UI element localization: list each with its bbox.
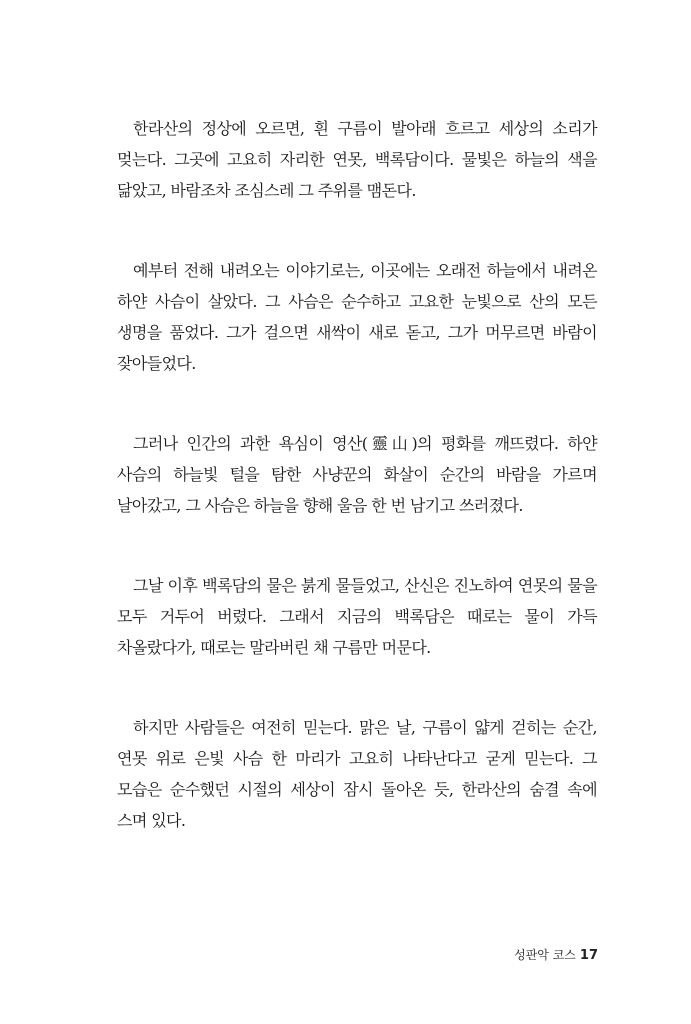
paragraph-2: 예부터 전해 내려오는 이야기로는, 이곳에는 오래전 하늘에서 내려온 하얀 사슴이 살았다. 그 사슴은 순수하고 고요한 눈빛으로 산의 모든 생명을 품었다. 그가 걸으면 새싹이 새로 돋고, 그가 머무르면 바람이 잦아들었다. — [117, 261, 597, 373]
page-footer — [514, 946, 598, 963]
page-number: 17 — [579, 948, 598, 963]
paragraph-3: 그러나 인간의 과한 욕심이 영산(靈山)의 평화를 깨뜨렸다. 하얀 사슴의 하늘빛 털을 탐한 사냥꾼의 화살이 순간의 바람을 가르며 날아갔고, 그 사슴은 하늘을 향해 울음 한 번 남기고 쓰러졌다. — [117, 434, 597, 515]
paragraph-4: 그날 이후 백록담의 물은 붉게 물들었고, 산신은 진노하여 연못의 물을 모두 거두어 버렸다. 그래서 지금의 백록담은 때로는 물이 가득 차올랐다가, 때로는 말라버린 채 구름만 머문다. — [117, 576, 597, 657]
paragraph-1: 한라산의 정상에 오르면, 흰 구름이 발아래 흐르고 세상의 소리가 멎는다. 그곳에 고요히 자리한 연못, 백록담이다. 물빛은 하늘의 색을 닮았고, 바람조차 조심스레 그 주위를 맴돈다. — [117, 119, 597, 200]
running-title: 성판악 코스 — [514, 948, 576, 962]
paragraph-5: 하지만 사람들은 여전히 믿는다. 맑은 날, 구름이 얇게 걷히는 순간, 연못 위로 은빛 사슴 한 마리가 고요히 나타난다고 굳게 믿는다. 그 모습은 순수했던 시절의 세상이 잠시 돌아온 듯, 한라산의 숨결 속에 스며 있다. — [117, 718, 597, 830]
story-body — [117, 113, 597, 885]
